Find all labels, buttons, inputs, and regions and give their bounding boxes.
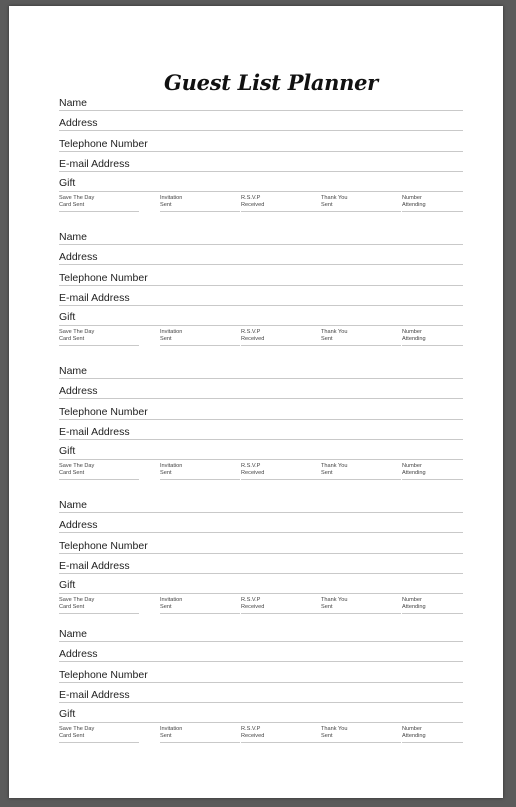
save-the-day-label: Save The Day Card Sent	[59, 725, 95, 740]
rsvp-label: R.S.V.P Received	[241, 328, 265, 343]
gift-label: Gift	[59, 444, 76, 457]
invitation-field[interactable]	[160, 461, 240, 480]
number-attending-label: Number Attending	[402, 328, 426, 343]
address-label: Address	[59, 648, 98, 661]
telephone-label: Telephone Number	[59, 405, 148, 418]
name-field[interactable]	[59, 622, 463, 642]
thank-you-field[interactable]	[321, 327, 401, 346]
number-attending-field[interactable]	[402, 595, 463, 614]
save-the-day-field[interactable]	[59, 193, 139, 212]
name-label: Name	[59, 365, 88, 378]
number-attending-label: Number Attending	[402, 462, 426, 477]
save-the-day-label: Save The Day Card Sent	[59, 462, 95, 477]
guest-entry	[59, 91, 463, 213]
rsvp-field[interactable]	[241, 724, 321, 743]
number-attending-field[interactable]	[402, 193, 463, 212]
address-field[interactable]	[59, 111, 463, 131]
save-the-day-field[interactable]	[59, 595, 139, 614]
name-field[interactable]	[59, 359, 463, 379]
thank-you-label: Thank You Sent	[321, 596, 348, 611]
address-label: Address	[59, 117, 98, 130]
gift-label: Gift	[59, 310, 76, 323]
planner-page	[9, 6, 503, 798]
name-label: Name	[59, 628, 88, 641]
rsvp-field[interactable]	[241, 461, 321, 480]
number-attending-field[interactable]	[402, 327, 463, 346]
address-field[interactable]	[59, 245, 463, 265]
gift-field[interactable]	[59, 440, 463, 460]
telephone-field[interactable]	[59, 131, 463, 151]
thank-you-field[interactable]	[321, 193, 401, 212]
name-field[interactable]	[59, 225, 463, 245]
gift-label: Gift	[59, 578, 76, 591]
rsvp-label: R.S.V.P Received	[241, 462, 265, 477]
save-the-day-label: Save The Day Card Sent	[59, 194, 95, 209]
name-label: Name	[59, 97, 88, 110]
name-field[interactable]	[59, 493, 463, 513]
address-field[interactable]	[59, 513, 463, 533]
telephone-label: Telephone Number	[59, 539, 148, 552]
save-the-day-field[interactable]	[59, 461, 139, 480]
save-the-day-label: Save The Day Card Sent	[59, 328, 95, 343]
gift-field[interactable]	[59, 172, 463, 192]
address-field[interactable]	[59, 642, 463, 662]
invitation-label: Invitation Sent	[160, 596, 183, 611]
gift-field[interactable]	[59, 306, 463, 326]
telephone-field[interactable]	[59, 662, 463, 682]
address-label: Address	[59, 385, 98, 398]
invitation-label: Invitation Sent	[160, 725, 183, 740]
number-attending-field[interactable]	[402, 724, 463, 743]
guest-entry	[59, 225, 463, 347]
status-row	[59, 461, 463, 481]
guest-entry	[59, 359, 463, 481]
gift-label: Gift	[59, 707, 76, 720]
email-field[interactable]	[59, 683, 463, 703]
invitation-field[interactable]	[160, 327, 240, 346]
email-field[interactable]	[59, 554, 463, 574]
status-row	[59, 327, 463, 347]
rsvp-label: R.S.V.P Received	[241, 725, 265, 740]
thank-you-label: Thank You Sent	[321, 328, 348, 343]
email-field[interactable]	[59, 286, 463, 306]
rsvp-label: R.S.V.P Received	[241, 194, 265, 209]
address-label: Address	[59, 519, 98, 532]
invitation-label: Invitation Sent	[160, 328, 183, 343]
thank-you-field[interactable]	[321, 461, 401, 480]
status-row	[59, 595, 463, 615]
address-field[interactable]	[59, 379, 463, 399]
telephone-label: Telephone Number	[59, 668, 148, 681]
email-label: E-mail Address	[59, 291, 130, 304]
email-field[interactable]	[59, 420, 463, 440]
telephone-label: Telephone Number	[59, 137, 148, 150]
thank-you-label: Thank You Sent	[321, 194, 348, 209]
telephone-field[interactable]	[59, 533, 463, 553]
rsvp-field[interactable]	[241, 193, 321, 212]
gift-field[interactable]	[59, 574, 463, 594]
invitation-field[interactable]	[160, 193, 240, 212]
email-label: E-mail Address	[59, 688, 130, 701]
address-label: Address	[59, 251, 98, 264]
page-title: Guest List Planner	[164, 70, 378, 95]
thank-you-field[interactable]	[321, 724, 401, 743]
invitation-field[interactable]	[160, 595, 240, 614]
invitation-field[interactable]	[160, 724, 240, 743]
email-label: E-mail Address	[59, 157, 130, 170]
thank-you-label: Thank You Sent	[321, 462, 348, 477]
rsvp-label: R.S.V.P Received	[241, 596, 265, 611]
number-attending-label: Number Attending	[402, 194, 426, 209]
name-label: Name	[59, 499, 88, 512]
invitation-label: Invitation Sent	[160, 194, 183, 209]
save-the-day-field[interactable]	[59, 327, 139, 346]
guest-entry	[59, 622, 463, 744]
email-label: E-mail Address	[59, 425, 130, 438]
telephone-field[interactable]	[59, 399, 463, 419]
rsvp-field[interactable]	[241, 595, 321, 614]
guest-entry	[59, 493, 463, 615]
gift-field[interactable]	[59, 703, 463, 723]
rsvp-field[interactable]	[241, 327, 321, 346]
status-row	[59, 724, 463, 744]
name-label: Name	[59, 231, 88, 244]
email-label: E-mail Address	[59, 559, 130, 572]
gift-label: Gift	[59, 176, 76, 189]
save-the-day-field[interactable]	[59, 724, 139, 743]
save-the-day-label: Save The Day Card Sent	[59, 596, 95, 611]
telephone-label: Telephone Number	[59, 271, 148, 284]
thank-you-label: Thank You Sent	[321, 725, 348, 740]
number-attending-label: Number Attending	[402, 725, 426, 740]
number-attending-field[interactable]	[402, 461, 463, 480]
name-field[interactable]	[59, 91, 463, 111]
email-field[interactable]	[59, 152, 463, 172]
status-row	[59, 193, 463, 213]
invitation-label: Invitation Sent	[160, 462, 183, 477]
thank-you-field[interactable]	[321, 595, 401, 614]
number-attending-label: Number Attending	[402, 596, 426, 611]
telephone-field[interactable]	[59, 265, 463, 285]
